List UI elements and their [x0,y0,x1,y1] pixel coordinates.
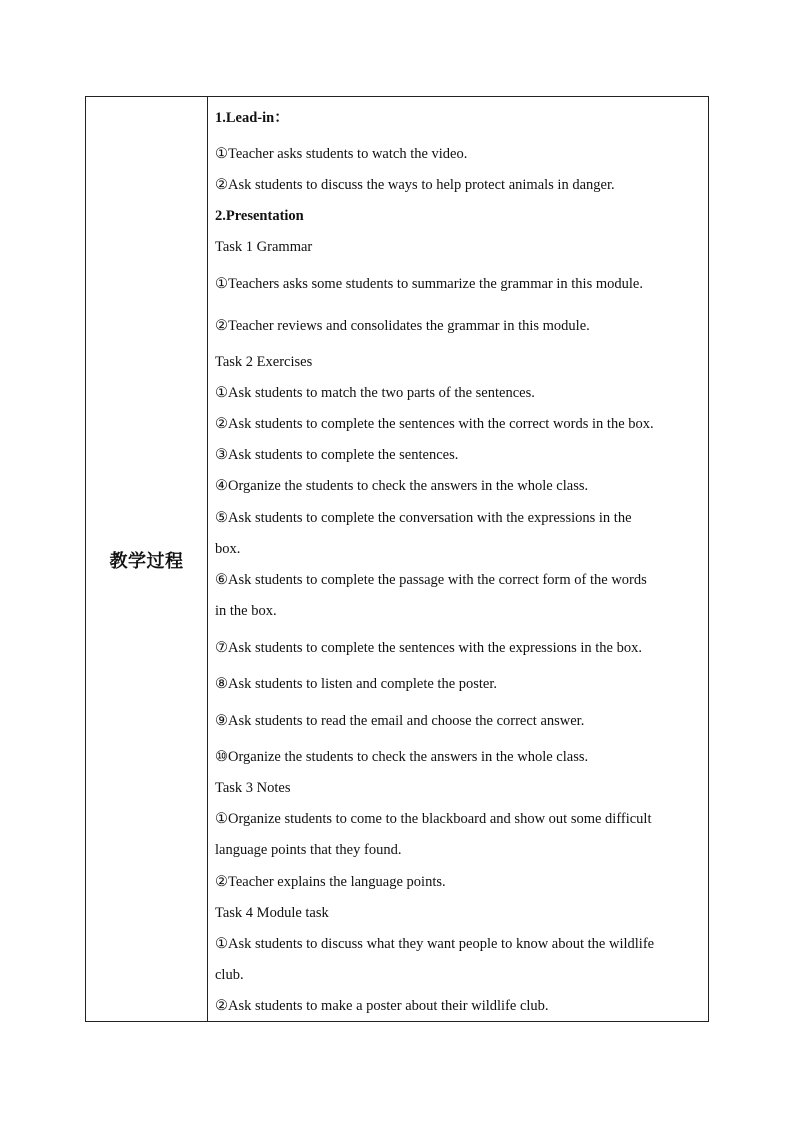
content-line: Task 2 Exercises [215,354,313,370]
content-line: ⑦Ask students to complete the sentences with the expressions in the box. [215,640,642,656]
content-line: ①Ask students to match the two parts of the sentences. [215,385,535,401]
content-line: ⑤Ask students to complete the conversation with the expressions in the [215,510,632,526]
content-cell [208,97,708,1021]
content-line: in the box. [215,603,277,619]
section-heading: 2.Presentation [215,208,304,224]
content-line: language points that they found. [215,842,402,858]
content-line: Task 4 Module task [215,905,329,921]
section-label-cell [86,97,208,1021]
content-line: ⑩Organize the students to check the answers in the whole class. [215,749,589,765]
content-line: ①Organize students to come to the blackboard and show out some difficult [215,811,652,827]
content-line: ①Ask students to discuss what they want people to know about the wildlife [215,936,655,952]
content-line: ②Teacher reviews and consolidates the grammar in this module. [215,318,590,334]
content-line: ④Organize the students to check the answers in the whole class. [215,478,589,494]
section-heading: 1.Lead-in： [215,110,289,126]
content-line: ②Ask students to discuss the ways to help protect animals in danger. [215,177,615,193]
content-line: ⑧Ask students to listen and complete the poster. [215,676,498,692]
content-line: ②Ask students to complete the sentences with the correct words in the box. [215,416,654,432]
content-line: club. [215,967,244,983]
content-line: Task 3 Notes [215,780,291,796]
content-line: ⑨Ask students to read the email and choose the correct answer. [215,713,585,729]
content-line: ①Teacher asks students to watch the video. [215,146,468,162]
section-label: 教学过程 [109,551,184,572]
content-line: ①Teachers asks some students to summarize the grammar in this module. [215,276,643,292]
content-line: box. [215,541,241,557]
lesson-table [85,96,709,1022]
content-line: ②Ask students to make a poster about their wildlife club. [215,998,549,1014]
content-line: ②Teacher explains the language points. [215,874,446,890]
content-line: Task 1 Grammar [215,239,313,255]
content-line: ⑥Ask students to complete the passage with the correct form of the words [215,572,647,588]
content-line: ③Ask students to complete the sentences. [215,447,459,463]
